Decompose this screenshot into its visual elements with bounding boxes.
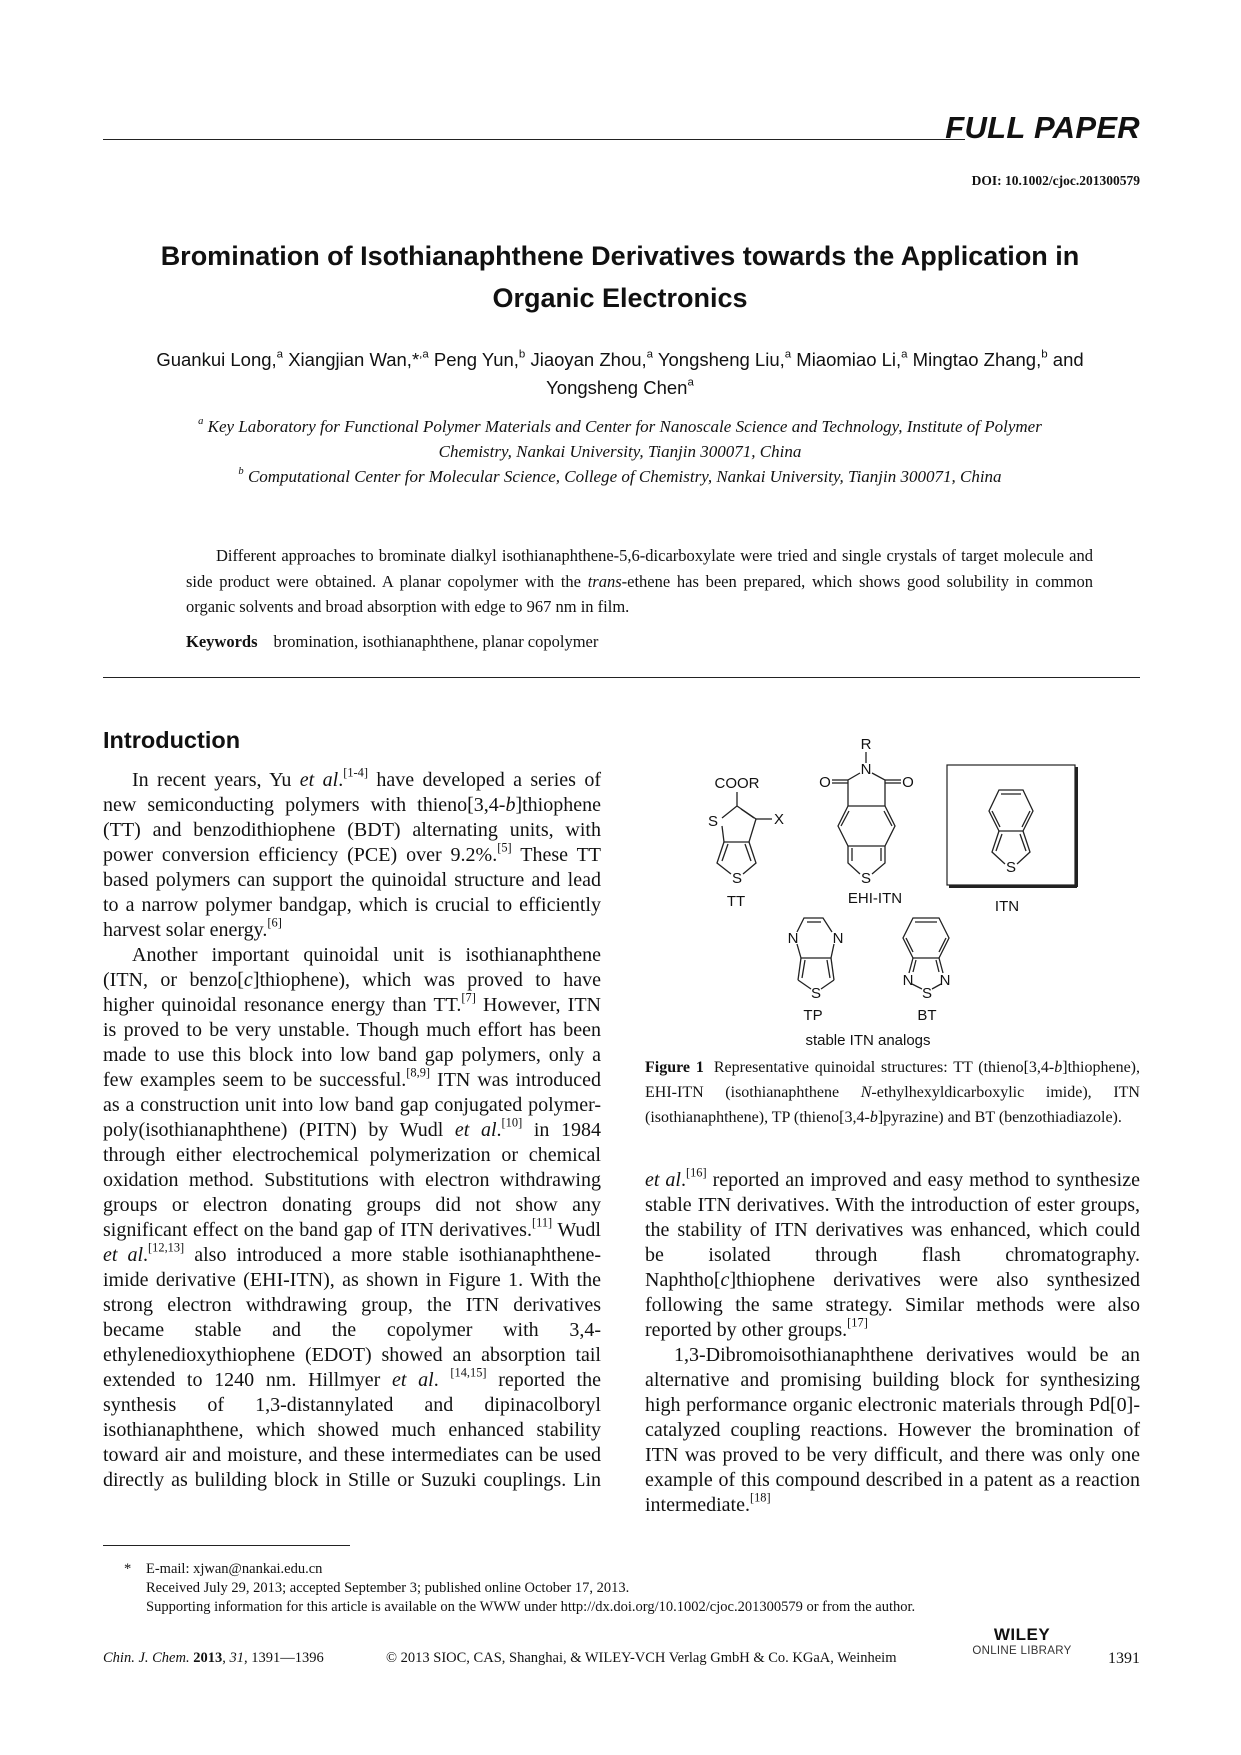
label-coor: COOR [714,775,760,792]
italic-text: N [860,1084,872,1101]
italic-text: et al [103,1244,144,1266]
footnote-rule [103,1545,350,1546]
italic-text: b [505,794,516,816]
divider [103,677,1140,678]
label-s: S [1005,859,1017,876]
label-itn: ITN [994,898,1020,915]
superscript: a [198,416,204,428]
italic-text: et al [299,769,339,791]
label-n: N [787,930,799,947]
label-o: O [819,774,831,791]
italic-text: et al [645,1169,681,1191]
superscript: [8,9] [406,1065,431,1080]
paragraph: In recent years, Yu et al.[1-4] have developed a series of new semiconducting polymers with thieno[3,4-b]thiophene (TT) and benzodithiophene (BDT) alternating units, with power conversion efficiency (PCE) over 9.2%.[5] These TT based polymers can support the quinoidal structure and lead to a narrow polymer bandgap, which is crucial to efficiently harvest solar energy.[6] [103,765,601,941]
italic-text: c [243,969,253,991]
italic-text: 31 [229,1650,244,1666]
label-x: X [773,811,785,828]
keywords [186,632,598,652]
superscript: [17] [847,1315,868,1330]
superscript: [14,15] [450,1365,487,1380]
bold-text: 2013 [193,1650,223,1666]
superscript: b [518,348,526,361]
italic-text: c [720,1269,730,1291]
paper-title: Bromination of Isothianaphthene Derivatives towards the Application in Organic Electronics [160,241,1080,313]
label-tt: TT [726,893,746,910]
caption-label: Figure 1 [645,1059,704,1076]
label-n: N [939,972,951,989]
figure-1-structures [640,730,1160,1050]
figure-caption [645,1055,1140,1130]
superscript: a [687,376,694,389]
italic-text: b [869,1109,878,1126]
section-heading: Introduction [103,727,241,753]
paragraph: Another important quinoidal unit is isothianaphthene (ITN, or benzo[c]thiophene), which was proved to have higher quinoidal resonance energy than TT.[7] However, ITN is proved to be very unstable. Though much effort has been made to use this block into low band gap polymers, only a few examples seem to be successful.[8,9] ITN was introduced as a construction unit into low band gap conjugated polymer-poly(isothianaphthene) (PITN) by Wudl et al.[10] in 1984 through either electrochemical polymerization or chemical oxidation method. Substitutions with electron withdrawing groups or electron donating groups did not show any significant effect on the band gap of ITN derivatives.[11] Wudl et al.[12,13] also introduced a more stable isothianaphthene-imide derivative (EHI-ITN), as shown in Figure 1. With the strong electron withdrawing group, the ITN derivatives became stable and the copolymer with 3,4-ethylenedioxythiophene (EDOT) showed an absorption tail extended to 1240 nm. Hillmyer et al. [14,15] reported the synthesis of 1,3-distannylated and dipinacolboryl isothianaphthene, which showed much enhanced stability toward air and moisture, and these intermediates can be used directly as bulilding block in Stille or Suzuki couplings. Lin [103,944,602,1491]
affiliation-b: $^b$ Computational Center for Molecular Science, College of Chemistry, Nankai University, Tianjin 300071, China [238,466,1002,486]
superscript: a [901,348,908,361]
label-s: S [731,870,743,887]
footnote-supporting: Supporting information for this article is available on the WWW under http://dx.doi.org/10.1002/cjoc.201300579 or from the author. [146,1599,916,1615]
superscript: [10] [501,1115,523,1130]
superscript: ,a [419,348,429,361]
abstract: Different approaches to brominate dialkyl isothianaphthene-5,6-dicarboxylate were tried and single crystals of target molecule and side product were obtained. A planar copolymer with the trans-ethene has been prepared, which shows good solubility in common organic solvents and broad absorption with edge to 967 nm in film. [186,546,1094,616]
journal-citation: Chin. J. Chem. 2013, 31, 1391—1396 [103,1650,324,1666]
affiliation-a: $^a$ Key Laboratory for Functional Polymer Materials and Center for Nanoscale Science and Technology, Institute of Polymer Chemistry, Nankai University, Tianjin 300071, China [198,416,1042,461]
footnotes [124,1560,915,1617]
italic-text: trans [587,571,622,591]
label-s: S [860,870,872,887]
affiliations [180,414,1060,489]
header-rule [103,139,965,140]
online-library-wordmark: ONLINE LIBRARY [972,1645,1072,1657]
doi: DOI: 10.1002/cjoc.201300579 [971,173,1140,188]
author-list: Guankui Long,$^a$ Xiangjian Wan,*$^{,a}$ Peng Yun,$^b$ Jiaoyan Zhou,$^a$ Yongsheng Liu,$^a$ Miaomiao Li,$^a$ Mingtao Zhang,$^b$ and Yongsheng Chen$^a$ [156,348,1084,398]
label-s: S [810,985,822,1002]
copyright: © 2013 SIOC, CAS, Shanghai, & WILEY-VCH Verlag GmbH & Co. KGaA, Weinheim [386,1650,897,1666]
keywords-label: Keywords [186,632,258,651]
label-n: N [860,761,872,778]
tp-structure [797,918,834,989]
footnote-received: Received July 29, 2013; accepted September 3; published online October 17, 2013. [146,1580,630,1596]
wiley-logo [957,1625,1087,1657]
label-stable-analogs: stable ITN analogs [805,1032,931,1049]
label-o: O [902,774,914,791]
right-column [645,1165,1140,1518]
italic-text: et al [454,1119,497,1141]
superscript: [1-4] [343,765,368,780]
label-n: N [832,930,844,947]
superscript: [11] [531,1215,553,1230]
label-r: R [860,736,872,753]
superscript: [16] [685,1165,707,1180]
superscript: [5] [497,840,512,855]
superscript: [6] [267,915,282,930]
label-tp: TP [803,1007,823,1024]
section-label: FULL PAPER [945,110,1140,145]
superscript: a [646,348,654,361]
italic-text: b [1054,1059,1063,1076]
superscript: b [1041,348,1048,361]
left-column [103,765,602,1493]
footnote-email: E-mail: xjwan@nankai.edu.cn [146,1561,323,1577]
superscript: a [276,348,284,361]
paragraph: et al.[16] reported an improved and easy method to synthesize stable ITN derivatives. With the introduction of ester groups, the stability of ITN derivatives was enhanced, which could be isolated through flash chromatography. Naphtho[c]thiophene derivatives were also synthesized following the same strategy. Similar methods were also reported by other groups.[17] [645,1165,1140,1341]
footnote-star: * [124,1561,132,1577]
superscript: [12,13] [148,1240,185,1255]
label-ehi-itn: EHI-ITN [847,890,903,907]
page-footer [103,1625,1140,1667]
label-n: N [902,972,914,989]
superscript: b [238,466,244,478]
paragraph: 1,3-Dibromoisothianaphthene derivatives would be an alternative and promising building block for synthesizing high performance organic electronic materials through Pd[0]-catalyzed coupling reactions. However the bromination of ITN was proved to be very difficult, and there was only one example of this compound described in a patent as a reaction intermediate.[18] [645,1344,1140,1516]
wiley-wordmark: WILEY [993,1625,1051,1644]
label-bt: BT [917,1007,937,1024]
label-s: S [921,985,933,1002]
superscript: [7] [461,990,476,1005]
superscript: a [784,348,792,361]
caption-text: Representative quinoidal structures: TT (thieno[3,4-b]thiophene), EHI-ITN (isothianaphthene N-ethylhexyldicarboxylic imide), ITN (isothianaphthene), TP (thieno[3,4-b]pyrazine) and BT (benzothiadiazole). [645,1059,1140,1126]
superscript: [18] [749,1490,771,1505]
keywords-value: bromination, isothianaphthene, planar copolymer [273,632,599,651]
tt-structure [717,792,772,874]
page-number: 1391 [1108,1650,1140,1667]
label-s: S [707,813,719,830]
italic-text: et al [392,1369,434,1391]
italic-text: Chin. J. Chem. [103,1650,190,1666]
